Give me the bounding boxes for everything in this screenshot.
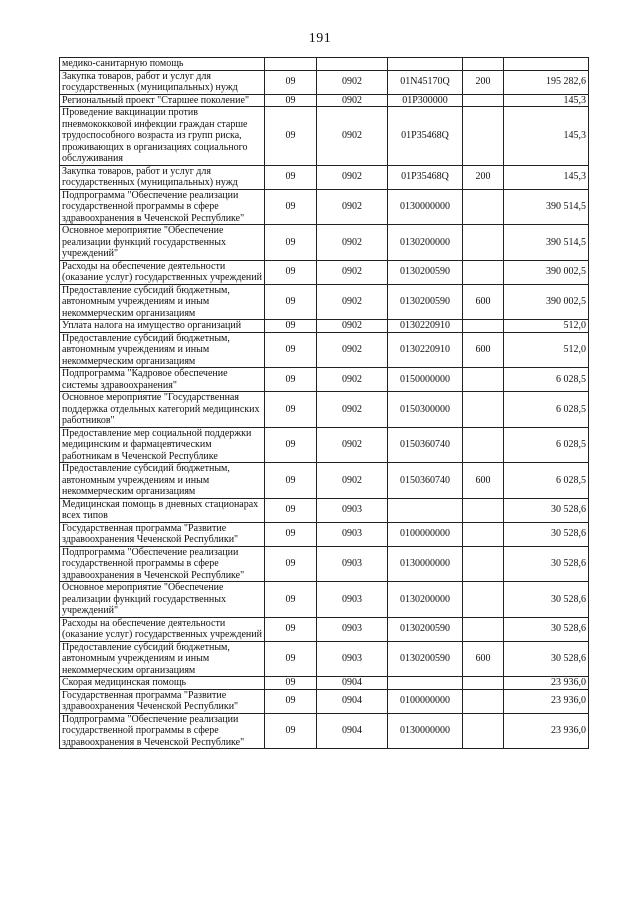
subsection-code-cell: 0903 <box>317 546 388 582</box>
amount-cell: 6 028,5 <box>504 368 589 392</box>
target-article-cell: 01N45170Q <box>388 70 463 94</box>
amount-cell: 512,0 <box>504 320 589 333</box>
section-code-cell: 09 <box>265 284 317 320</box>
expense-type-cell <box>463 392 504 428</box>
target-article-cell: 0130200590 <box>388 641 463 677</box>
target-article-cell: 0130220910 <box>388 320 463 333</box>
amount-cell: 195 282,6 <box>504 70 589 94</box>
amount-cell <box>504 58 589 71</box>
row-name-cell: Государственная программа "Развитие здравоохранения Чеченской Республики" <box>60 689 265 713</box>
amount-cell: 390 514,5 <box>504 189 589 225</box>
amount-cell: 23 936,0 <box>504 713 589 749</box>
subsection-code-cell: 0903 <box>317 582 388 618</box>
row-name-cell: Подпрограмма "Кадровое обеспечение системы здравоохранения" <box>60 368 265 392</box>
expense-type-cell: 200 <box>463 70 504 94</box>
expense-type-cell <box>463 713 504 749</box>
table-row <box>60 58 589 71</box>
section-code-cell: 09 <box>265 641 317 677</box>
section-code-cell: 09 <box>265 522 317 546</box>
table-row <box>60 522 589 546</box>
expense-type-cell <box>463 225 504 261</box>
table-row <box>60 94 589 107</box>
amount-cell: 6 028,5 <box>504 427 589 463</box>
expense-type-cell <box>463 546 504 582</box>
row-name-cell: Закупка товаров, работ и услуг для государственных (муниципальных) нужд <box>60 165 265 189</box>
section-code-cell: 09 <box>265 427 317 463</box>
table-row <box>60 713 589 749</box>
target-article-cell: 0130000000 <box>388 189 463 225</box>
table-row <box>60 368 589 392</box>
section-code-cell: 09 <box>265 368 317 392</box>
table-row <box>60 320 589 333</box>
budget-table <box>59 57 589 749</box>
target-article-cell: 0130200590 <box>388 260 463 284</box>
section-code-cell: 09 <box>265 225 317 261</box>
target-article-cell: 0130200000 <box>388 225 463 261</box>
amount-cell: 512,0 <box>504 332 589 368</box>
amount-cell: 30 528,6 <box>504 546 589 582</box>
section-code-cell: 09 <box>265 713 317 749</box>
subsection-code-cell: 0903 <box>317 641 388 677</box>
section-code-cell: 09 <box>265 332 317 368</box>
subsection-code-cell: 0902 <box>317 94 388 107</box>
expense-type-cell: 600 <box>463 641 504 677</box>
section-code-cell: 09 <box>265 392 317 428</box>
section-code-cell: 09 <box>265 689 317 713</box>
target-article-cell: 01P35468Q <box>388 165 463 189</box>
row-name-cell: Основное мероприятие "Обеспечение реализации функций государственных учреждений" <box>60 582 265 618</box>
subsection-code-cell: 0902 <box>317 320 388 333</box>
expense-type-cell <box>463 689 504 713</box>
target-article-cell: 0130200590 <box>388 284 463 320</box>
row-name-cell: Расходы на обеспечение деятельности (оказание услуг) государственных учреждений <box>60 617 265 641</box>
section-code-cell: 09 <box>265 165 317 189</box>
subsection-code-cell: 0902 <box>317 189 388 225</box>
amount-cell: 30 528,6 <box>504 617 589 641</box>
row-name-cell: Подпрограмма "Обеспечение реализации государственной программы в сфере здравоохранения в Чеченской Республике" <box>60 546 265 582</box>
subsection-code-cell: 0902 <box>317 368 388 392</box>
expense-type-cell <box>463 617 504 641</box>
table-row <box>60 225 589 261</box>
table-row <box>60 165 589 189</box>
table-row <box>60 70 589 94</box>
table-row <box>60 427 589 463</box>
expense-type-cell <box>463 320 504 333</box>
row-name-cell: Подпрограмма "Обеспечение реализации государственной программы в сфере здравоохранения в Чеченской Республике" <box>60 713 265 749</box>
target-article-cell: 0130000000 <box>388 546 463 582</box>
row-name-cell: Медицинская помощь в дневных стационарах всех типов <box>60 498 265 522</box>
expense-type-cell <box>463 94 504 107</box>
expense-type-cell: 200 <box>463 165 504 189</box>
expense-type-cell <box>463 107 504 166</box>
amount-cell: 145,3 <box>504 94 589 107</box>
subsection-code-cell: 0902 <box>317 260 388 284</box>
table-row <box>60 463 589 499</box>
subsection-code-cell: 0903 <box>317 522 388 546</box>
subsection-code-cell: 0902 <box>317 463 388 499</box>
section-code-cell: 09 <box>265 260 317 284</box>
expense-type-cell <box>463 427 504 463</box>
amount-cell: 390 002,5 <box>504 284 589 320</box>
table-row <box>60 189 589 225</box>
subsection-code-cell: 0902 <box>317 392 388 428</box>
subsection-code-cell: 0902 <box>317 70 388 94</box>
subsection-code-cell: 0902 <box>317 107 388 166</box>
row-name-cell: Предоставление субсидий бюджетным, автономным учреждениям и иным некоммерческим организациям <box>60 641 265 677</box>
section-code-cell: 09 <box>265 617 317 641</box>
section-code-cell <box>265 58 317 71</box>
subsection-code-cell: 0902 <box>317 427 388 463</box>
subsection-code-cell: 0904 <box>317 677 388 690</box>
table-row <box>60 332 589 368</box>
amount-cell: 145,3 <box>504 107 589 166</box>
section-code-cell: 09 <box>265 107 317 166</box>
amount-cell: 30 528,6 <box>504 582 589 618</box>
amount-cell: 30 528,6 <box>504 522 589 546</box>
section-code-cell: 09 <box>265 498 317 522</box>
section-code-cell: 09 <box>265 320 317 333</box>
section-code-cell: 09 <box>265 677 317 690</box>
table-row <box>60 107 589 166</box>
row-name-cell: Проведение вакцинации против пневмококковой инфекции граждан старше трудоспособного возраста из групп риска, проживающих в организациях социального обслуживания <box>60 107 265 166</box>
target-article-cell: 0130000000 <box>388 713 463 749</box>
target-article-cell <box>388 58 463 71</box>
row-name-cell: Предоставление субсидий бюджетным, автономным учреждениям и иным некоммерческим организациям <box>60 463 265 499</box>
subsection-code-cell: 0902 <box>317 165 388 189</box>
target-article-cell: 0150360740 <box>388 463 463 499</box>
amount-cell: 6 028,5 <box>504 463 589 499</box>
section-code-cell: 09 <box>265 94 317 107</box>
target-article-cell: 01P35468Q <box>388 107 463 166</box>
amount-cell: 390 002,5 <box>504 260 589 284</box>
expense-type-cell: 600 <box>463 463 504 499</box>
table-row <box>60 260 589 284</box>
row-name-cell: Основное мероприятие "Обеспечение реализации функций государственных учреждений" <box>60 225 265 261</box>
target-article-cell: 0150000000 <box>388 368 463 392</box>
section-code-cell: 09 <box>265 189 317 225</box>
subsection-code-cell <box>317 58 388 71</box>
amount-cell: 145,3 <box>504 165 589 189</box>
expense-type-cell: 600 <box>463 284 504 320</box>
row-name-cell: Основное мероприятие "Государственная поддержка отдельных категорий медицинских работников" <box>60 392 265 428</box>
row-name-cell: Государственная программа "Развитие здравоохранения Чеченской Республики" <box>60 522 265 546</box>
amount-cell: 6 028,5 <box>504 392 589 428</box>
expense-type-cell <box>463 189 504 225</box>
amount-cell: 390 514,5 <box>504 225 589 261</box>
expense-type-cell: 600 <box>463 332 504 368</box>
expense-type-cell <box>463 498 504 522</box>
expense-type-cell <box>463 522 504 546</box>
table-row <box>60 617 589 641</box>
table-row <box>60 546 589 582</box>
row-name-cell: Предоставление субсидий бюджетным, автономным учреждениям и иным некоммерческим организациям <box>60 332 265 368</box>
subsection-code-cell: 0902 <box>317 225 388 261</box>
subsection-code-cell: 0904 <box>317 713 388 749</box>
target-article-cell: 0100000000 <box>388 522 463 546</box>
row-name-cell: Скорая медицинская помощь <box>60 677 265 690</box>
subsection-code-cell: 0902 <box>317 284 388 320</box>
subsection-code-cell: 0904 <box>317 689 388 713</box>
expense-type-cell <box>463 368 504 392</box>
target-article-cell: 0130200000 <box>388 582 463 618</box>
row-name-cell: Уплата налога на имущество организаций <box>60 320 265 333</box>
target-article-cell: 0130220910 <box>388 332 463 368</box>
amount-cell: 30 528,6 <box>504 498 589 522</box>
row-name-cell: медико-санитарную помощь <box>60 58 265 71</box>
row-name-cell: Предоставление субсидий бюджетным, автономным учреждениям и иным некоммерческим организациям <box>60 284 265 320</box>
target-article-cell <box>388 677 463 690</box>
row-name-cell: Закупка товаров, работ и услуг для государственных (муниципальных) нужд <box>60 70 265 94</box>
expense-type-cell <box>463 58 504 71</box>
section-code-cell: 09 <box>265 70 317 94</box>
table-row <box>60 689 589 713</box>
row-name-cell: Предоставление мер социальной поддержки медицинским и фармацевтическим работникам в Чеченской Республике <box>60 427 265 463</box>
target-article-cell <box>388 498 463 522</box>
table-row <box>60 284 589 320</box>
table-row <box>60 677 589 690</box>
row-name-cell: Расходы на обеспечение деятельности (оказание услуг) государственных учреждений <box>60 260 265 284</box>
target-article-cell: 0130200590 <box>388 617 463 641</box>
table-row <box>60 641 589 677</box>
section-code-cell: 09 <box>265 582 317 618</box>
subsection-code-cell: 0903 <box>317 498 388 522</box>
table-row <box>60 392 589 428</box>
expense-type-cell <box>463 582 504 618</box>
expense-type-cell <box>463 260 504 284</box>
expense-type-cell <box>463 677 504 690</box>
amount-cell: 23 936,0 <box>504 677 589 690</box>
row-name-cell: Региональный проект "Старшее поколение" <box>60 94 265 107</box>
page-number: 191 <box>308 31 332 46</box>
table-row <box>60 498 589 522</box>
table-row <box>60 582 589 618</box>
target-article-cell: 0100000000 <box>388 689 463 713</box>
target-article-cell: 0150360740 <box>388 427 463 463</box>
target-article-cell: 0150300000 <box>388 392 463 428</box>
row-name-cell: Подпрограмма "Обеспечение реализации государственной программы в сфере здравоохранения в Чеченской Республике" <box>60 189 265 225</box>
subsection-code-cell: 0903 <box>317 617 388 641</box>
subsection-code-cell: 0902 <box>317 332 388 368</box>
amount-cell: 30 528,6 <box>504 641 589 677</box>
amount-cell: 23 936,0 <box>504 689 589 713</box>
section-code-cell: 09 <box>265 463 317 499</box>
section-code-cell: 09 <box>265 546 317 582</box>
target-article-cell: 01P300000 <box>388 94 463 107</box>
